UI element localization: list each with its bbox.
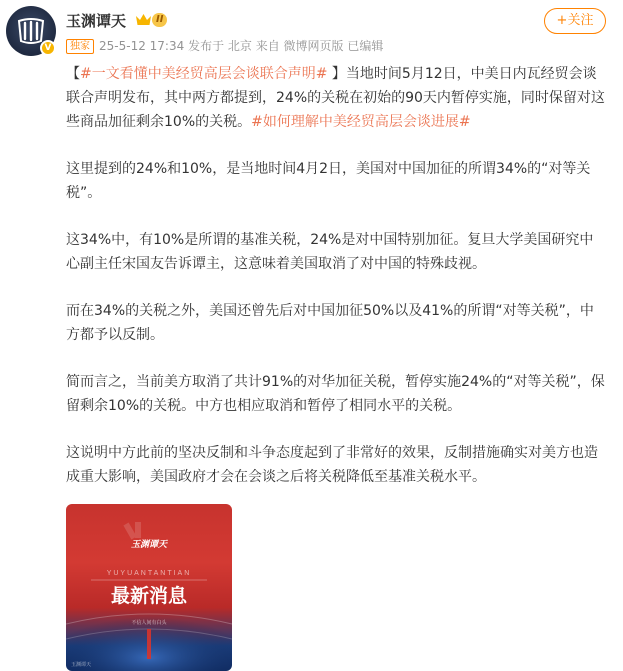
topic-link-title[interactable]: #一文看懂中美经贸高层会谈联合声明# <box>80 66 328 82</box>
paragraph-2: 这里提到的24%和10%，是当地时间4月2日，美国对中国加征的所谓34%的“对等关税”。 <box>66 161 591 201</box>
post-meta <box>66 37 383 54</box>
post-source: 来自 微博网页版 <box>255 39 344 53</box>
paragraph-5: 简而言之，当前美方取消了共计91%的对华加征关税，暂停实施24%的“对等关税”，保留剩余10%的关税。中方也相应取消和暂停了相同水平的关税。 <box>66 374 605 414</box>
level-badge: II <box>152 13 167 27</box>
crown-icon <box>135 12 152 27</box>
post-timestamp[interactable]: 25-5-12 17:34 <box>99 39 185 53</box>
image-headline: 最新消息 <box>110 585 188 607</box>
image-watermark: 玉渊谭天 <box>71 662 92 668</box>
paragraph-4: 而在34%的关税之外，美国还曾先后对中国加征50%以及41%的所谓“对等关税”，中方都予以反制。 <box>66 303 594 343</box>
bracket-close: 】 <box>327 66 346 82</box>
image-logo-text: 玉渊谭天 <box>130 539 168 549</box>
post-header <box>0 0 623 60</box>
edited-label[interactable]: 已编辑 <box>347 39 384 53</box>
paragraph-1 <box>66 62 606 134</box>
paragraph-3: 这34%中，有10%是所谓的基准关税，24%是对中国特别加征。复旦大学美国研究中心副主任宋国友告诉谭主，这意味着美国取消了对中国的特殊歧视。 <box>66 232 594 272</box>
bracket-open: 【 <box>66 66 80 82</box>
exclusive-badge: 独家 <box>66 39 94 54</box>
image-subline: 不信人间有白头 <box>131 620 167 626</box>
post-image[interactable] <box>66 504 232 671</box>
image-pinyin: YUYUANTANTIAN <box>106 570 192 577</box>
verified-badge-icon: V <box>40 40 56 56</box>
follow-button[interactable]: +关注 <box>544 8 606 34</box>
topic-link-end[interactable]: #如何理解中美经贸高层会谈进展# <box>251 114 471 130</box>
paragraph-1-text: 当地时间5月12日，中美日内瓦经贸会谈联合声明发布，其中两方都提到，24%的关税在初始的90天内暂停实施，同时保留对这些商品加征剩余10%的关税。 <box>66 66 605 130</box>
news-banner-graphic <box>66 504 232 671</box>
paragraph-6: 这说明中方此前的坚决反制和斗争态度起到了非常好的效果，反制措施确实对美方也造成重大影响，美国政府才会在会谈之后将关税降低至基准关税水平。 <box>66 445 598 485</box>
post-body <box>66 62 606 512</box>
post-location: 发布于 北京 <box>188 39 252 53</box>
username[interactable]: 玉渊谭天 <box>66 12 127 30</box>
